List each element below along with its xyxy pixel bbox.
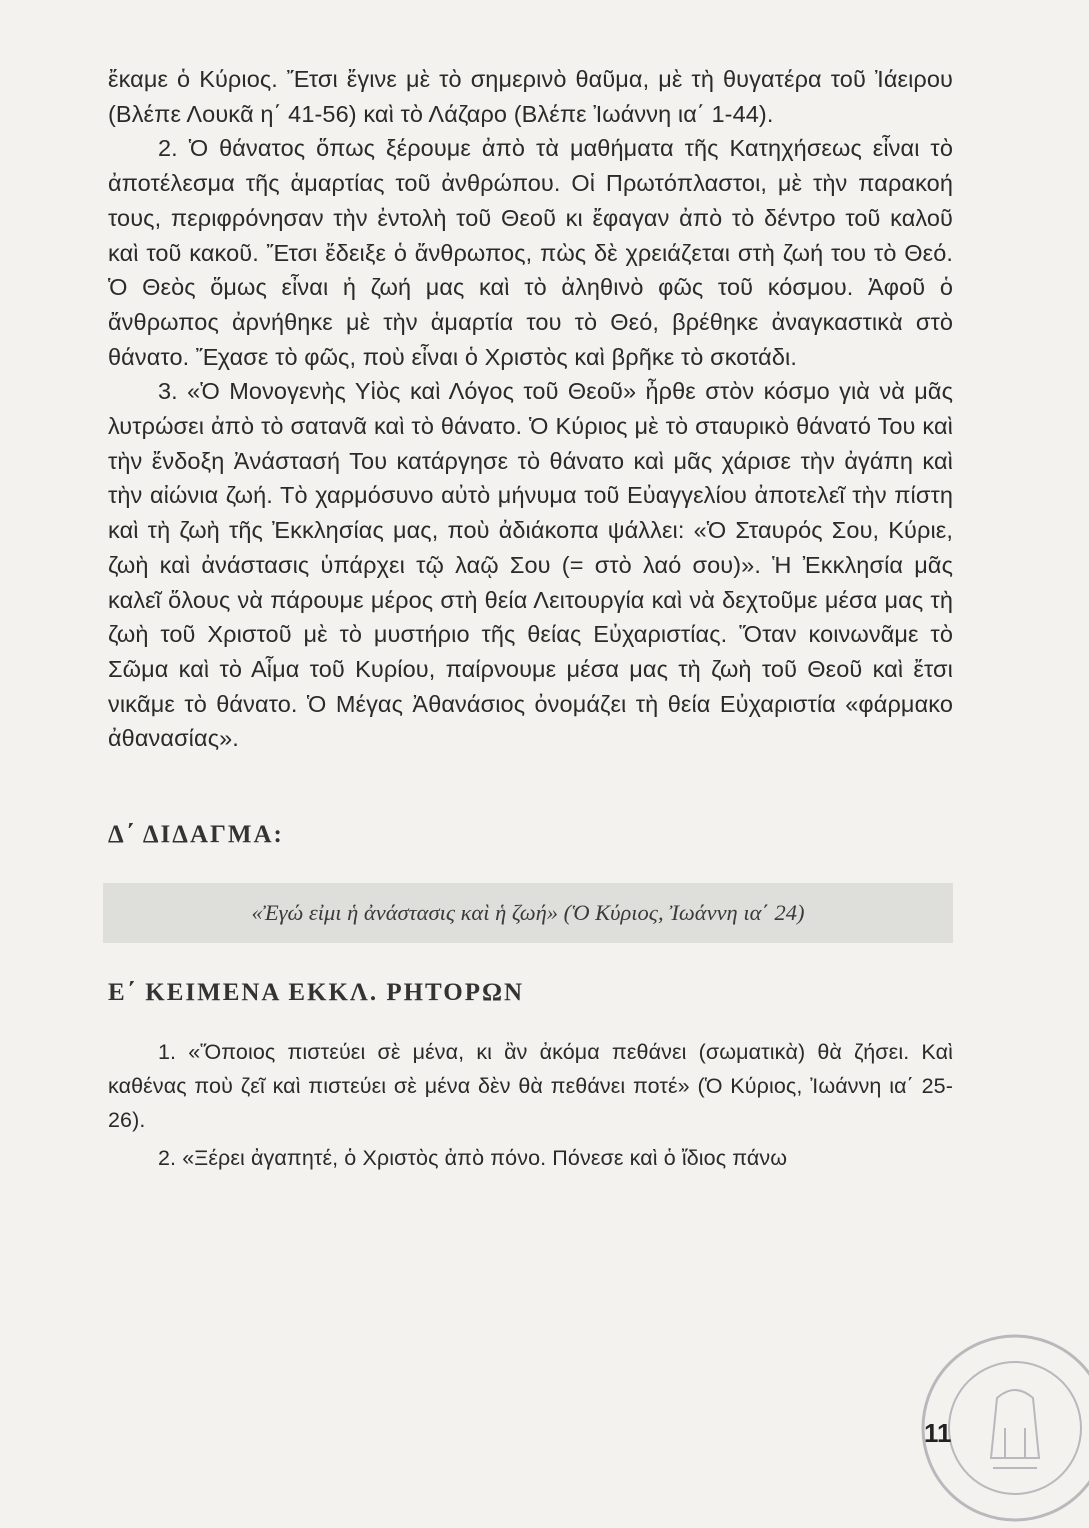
section-e-paragraph-2: 2. «Ξέρει ἀγαπητέ, ὁ Χριστὸς ἀπὸ πόνο. Πόνεσε καὶ ὁ ἴδιος πάνω [158, 1146, 788, 1171]
document-page [108, 62, 953, 1175]
quote-box [103, 883, 953, 943]
paragraph-2: 2. Ὁ θάνατος ὅπως ξέρουμε ἀπὸ τὰ μαθήματα τῆς Κατηχήσεως εἶναι τὸ ἀποτέλεσμα τῆς ἁμαρτίας τοῦ ἀνθρώπου. Οἱ Πρωτόπλαστοι, μὲ τὴν παρακοή τους, περιφρόνησαν τὴν ἐντολὴ τοῦ Θεοῦ κι ἔφαγαν ἀπὸ τὸ δέντρο τοῦ καλοῦ καὶ τοῦ κακοῦ. Ἔτσι ἔδειξε ὁ ἄνθρωπος, πὼς δὲ χρειάζεται στὴ ζωή του τὸ Θεό. Ὁ Θεὸς ὅμως εἶναι ἡ ζωή μας καὶ τὸ ἀληθινὸ φῶς τοῦ κόσμου. Ἀφοῦ ὁ ἄνθρωπος ἀρνήθηκε μὲ τὴν ἁμαρτία του τὸ Θεό, βρέθηκε ἀναγκαστικὰ στὸ θάνατο. Ἔχασε τὸ φῶς, ποὺ εἶναι ὁ Χριστὸς καὶ βρῆκε τὸ σκοτάδι. [108, 135, 953, 370]
page-number: 11 [924, 1418, 952, 1448]
section-e-body [108, 1035, 953, 1175]
section-e-title: Ε΄ ΚΕΙΜΕΝΑ ΕΚΚΛ. ΡΗΤΟΡΩΝ [108, 979, 525, 1007]
paragraph-3: 3. «Ὁ Μονογενὴς Υἱὸς καὶ Λόγος τοῦ Θεοῦ» ἦρθε στὸν κόσμο γιὰ νὰ μᾶς λυτρώσει ἀπὸ τὸ σατανᾶ καὶ τὸ θάνατο. Ὁ Κύριος μὲ τὸ σταυρικὸ θάνατό Του καὶ τὴν ἔνδοξη Ἀνάστασή Του κατάργησε τὸ θάνατο καὶ μᾶς χάρισε τὴν ἀγάπη καὶ τὴν αἰώνια ζωή. Τὸ χαρμόσυνο αὐτὸ μήνυμα τοῦ Εὐαγγελίου ἀποτελεῖ τὴν πίστη καὶ τὴ ζωὴ τῆς Ἐκκλησίας μας, ποὺ ἀδιάκοπα ψάλλει: «Ὁ Σταυρός Σου, Κύριε, ζωὴ καὶ ἀνάστασις ὑπάρχει τῷ λαῷ Σου (= στὸ λαό σου)». Ἡ Ἐκκλησία μᾶς καλεῖ ὅλους νὰ πάρουμε μέρος στὴ θεία Λειτουργία καὶ νὰ δεχτοῦμε μέσα μας τὴ ζωὴ τοῦ Χριστοῦ μὲ τὸ μυστήριο τῆς θείας Εὐχαριστίας. Ὅταν κοινωνᾶμε τὸ Σῶμα καὶ τὸ Αἷμα τοῦ Κυρίου, παίρνουμε μέσα μας τὴ ζωὴ τοῦ Θεοῦ καὶ ἔτσι νικᾶμε τὸ θάνατο. Ὁ Μέγας Ἀθανάσιος ὀνομάζει τὴ θεία Εὐχαριστία «φάρμακο ἀθανασίας». [108, 378, 953, 752]
section-e-paragraph-1: 1. «Ὅποιος πιστεύει σὲ μένα, κι ἂν ἀκόμα πεθάνει (σωματικὰ) θὰ ζήσει. Καὶ καθένας ποὺ ζεῖ καὶ πιστεύει σὲ μένα δὲν θὰ πεθάνει ποτέ» (Ὁ Κύριος, Ἰωάννη ια΄ 25-26). [108, 1040, 953, 1133]
paragraph-continuation: ἔκαμε ὁ Κύριος. Ἔτσι ἔγινε μὲ τὸ σημερινὸ θαῦμα, μὲ τὴ θυγατέρα τοῦ Ἰάειρου (Βλέπε Λουκᾶ η΄ 41-56) καὶ τὸ Λάζαρο (Βλέπε Ἰωάννη ια΄ 1-44). [108, 66, 953, 127]
quote-text: «Ἐγώ εἰμι ἡ ἀνάστασις καὶ ἡ ζωή» (Ὁ Κύριος, Ἰωάννη ια΄ 24) [251, 900, 805, 926]
section-d-title: Δ΄ ΔΙΔΑΓΜΑ: [108, 821, 284, 849]
